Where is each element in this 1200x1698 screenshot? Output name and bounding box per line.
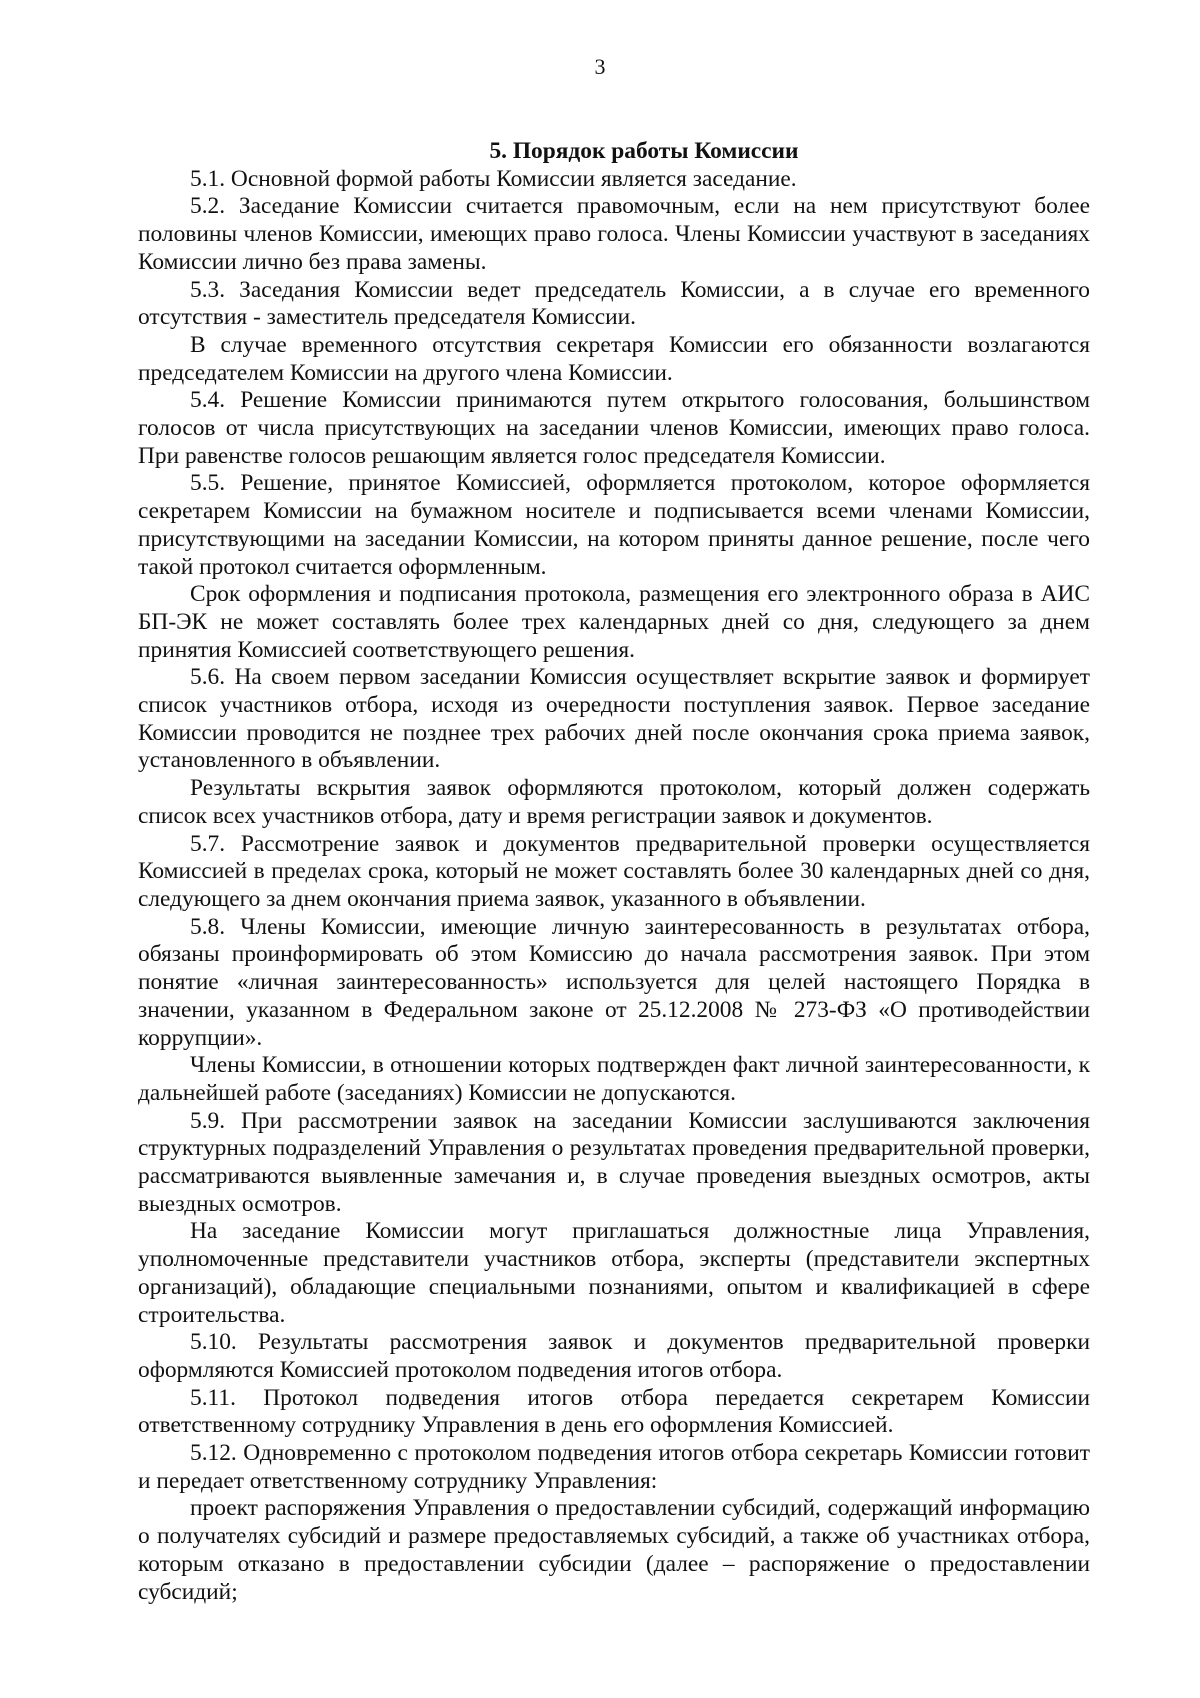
paragraph-5-5-deadline: Срок оформления и подписания протокола, размещения его электронного образа в АИС БП-ЭК не может составлять более трех календарных дней со дня, следующего за днем принятия Комиссией соответствующего решения. (138, 581, 1090, 663)
paragraph-5-4: 5.4. Решение Комиссии принимаются путем открытого голосования, большинством голосов от числа присутствующих на заседании членов Комиссии, имеющих право голоса. При равенстве голосов решающим является голос председателя Комиссии. (138, 387, 1090, 469)
section-title: 5. Порядок работы Комиссии (489, 138, 799, 164)
paragraph-5-8: 5.8. Члены Комиссии, имеющие личную заинтересованность в результатах отбора, обязаны проинформировать об этом Комиссию до начала рассмотрения заявок. При этом понятие «личная заинтересованность» используется для целей настоящего Порядка в значении, указанном в Федеральном законе от 25.12.2008 № 273-ФЗ «О противодействии коррупции». (138, 913, 1090, 1051)
document-body (138, 138, 1090, 1606)
paragraph-5-3: 5.3. Заседания Комиссии ведет председатель Комиссии, а в случае его временного отсутствия - заместитель председателя Комиссии. (138, 276, 1090, 331)
paragraph-5-7: 5.7. Рассмотрение заявок и документов предварительной проверки осуществляется Комиссией в пределах срока, который не может составлять более 30 календарных дней со дня, следующего за днем окончания приема заявок, указанного в объявлении. (138, 830, 1090, 912)
page-number: 3 (594, 54, 606, 79)
paragraph-5-12: 5.12. Одновременно с протоколом подведения итогов отбора секретарь Комиссии готовит и передает ответственному сотруднику Управления: (138, 1440, 1090, 1494)
paragraph-5-1: 5.1. Основной формой работы Комиссии является заседание. (190, 165, 797, 192)
paragraph-5-3-secretary-absence: В случае временного отсутствия секретаря Комиссии его обязанности возлагаются председателем Комиссии на другого члена Комиссии. (138, 331, 1090, 386)
paragraph-5-5: 5.5. Решение, принятое Комиссией, оформляется протоколом, которое оформляется секретарем Комиссии на бумажном носителе и подписывается всеми членами Комиссии, присутствующими на заседании Комиссии, на котором приняты данное решение, после чего такой протокол считается оформленным. (138, 470, 1090, 580)
paragraph-5-11: 5.11. Протокол подведения итогов отбора передается секретарем Комиссии ответственному сотруднику Управления в день его оформления Комиссией. (138, 1384, 1090, 1439)
paragraph-5-10: 5.10. Результаты рассмотрения заявок и документов предварительной проверки оформляются Комиссией протоколом подведения итогов отбора. (138, 1329, 1090, 1383)
paragraph-5-2: 5.2. Заседание Комиссии считается правомочным, если на нем присутствуют более половины членов Комиссии, имеющих право голоса. Члены Комиссии участвуют в заседаниях Комиссии лично без права замены. (138, 193, 1090, 275)
paragraph-5-6: 5.6. На своем первом заседании Комиссия осуществляет вскрытие заявок и формирует список участников отбора, исходя из очередности поступления заявок. Первое заседание Комиссии проводится не позднее трех рабочих дней после окончания срока приема заявок, установленного в объявлении. (138, 664, 1090, 774)
paragraph-5-6-results: Результаты вскрытия заявок оформляются протоколом, который должен содержать список всех участников отбора, дату и время регистрации заявок и документов. (138, 775, 1090, 829)
paragraph-5-9-invitees: На заседание Комиссии могут приглашаться должностные лица Управления, уполномоченные представители участников отбора, эксперты (представители экспертных организаций), обладающие специальными познаниями, опытом и квалификацией в сфере строительства. (138, 1218, 1090, 1328)
paragraph-5-9: 5.9. При рассмотрении заявок на заседании Комиссии заслушиваются заключения структурных подразделений Управления о результатах проведения предварительной проверки, рассматриваются выявленные замечания и, в случае проведения выездных осмотров, акты выездных осмотров. (138, 1107, 1090, 1217)
paragraph-5-8-members: Члены Комиссии, в отношении которых подтвержден факт личной заинтересованности, к дальнейшей работе (заседаниях) Комиссии не допускаются. (138, 1052, 1090, 1106)
paragraph-5-12-draft-order: проект распоряжения Управления о предоставлении субсидий, содержащий информацию о получателях субсидий и размере предоставляемых субсидий, а также об участниках отбора, которым отказано в предоставлении субсидии (далее – распоряжение о предоставлении субсидий; (138, 1495, 1090, 1605)
